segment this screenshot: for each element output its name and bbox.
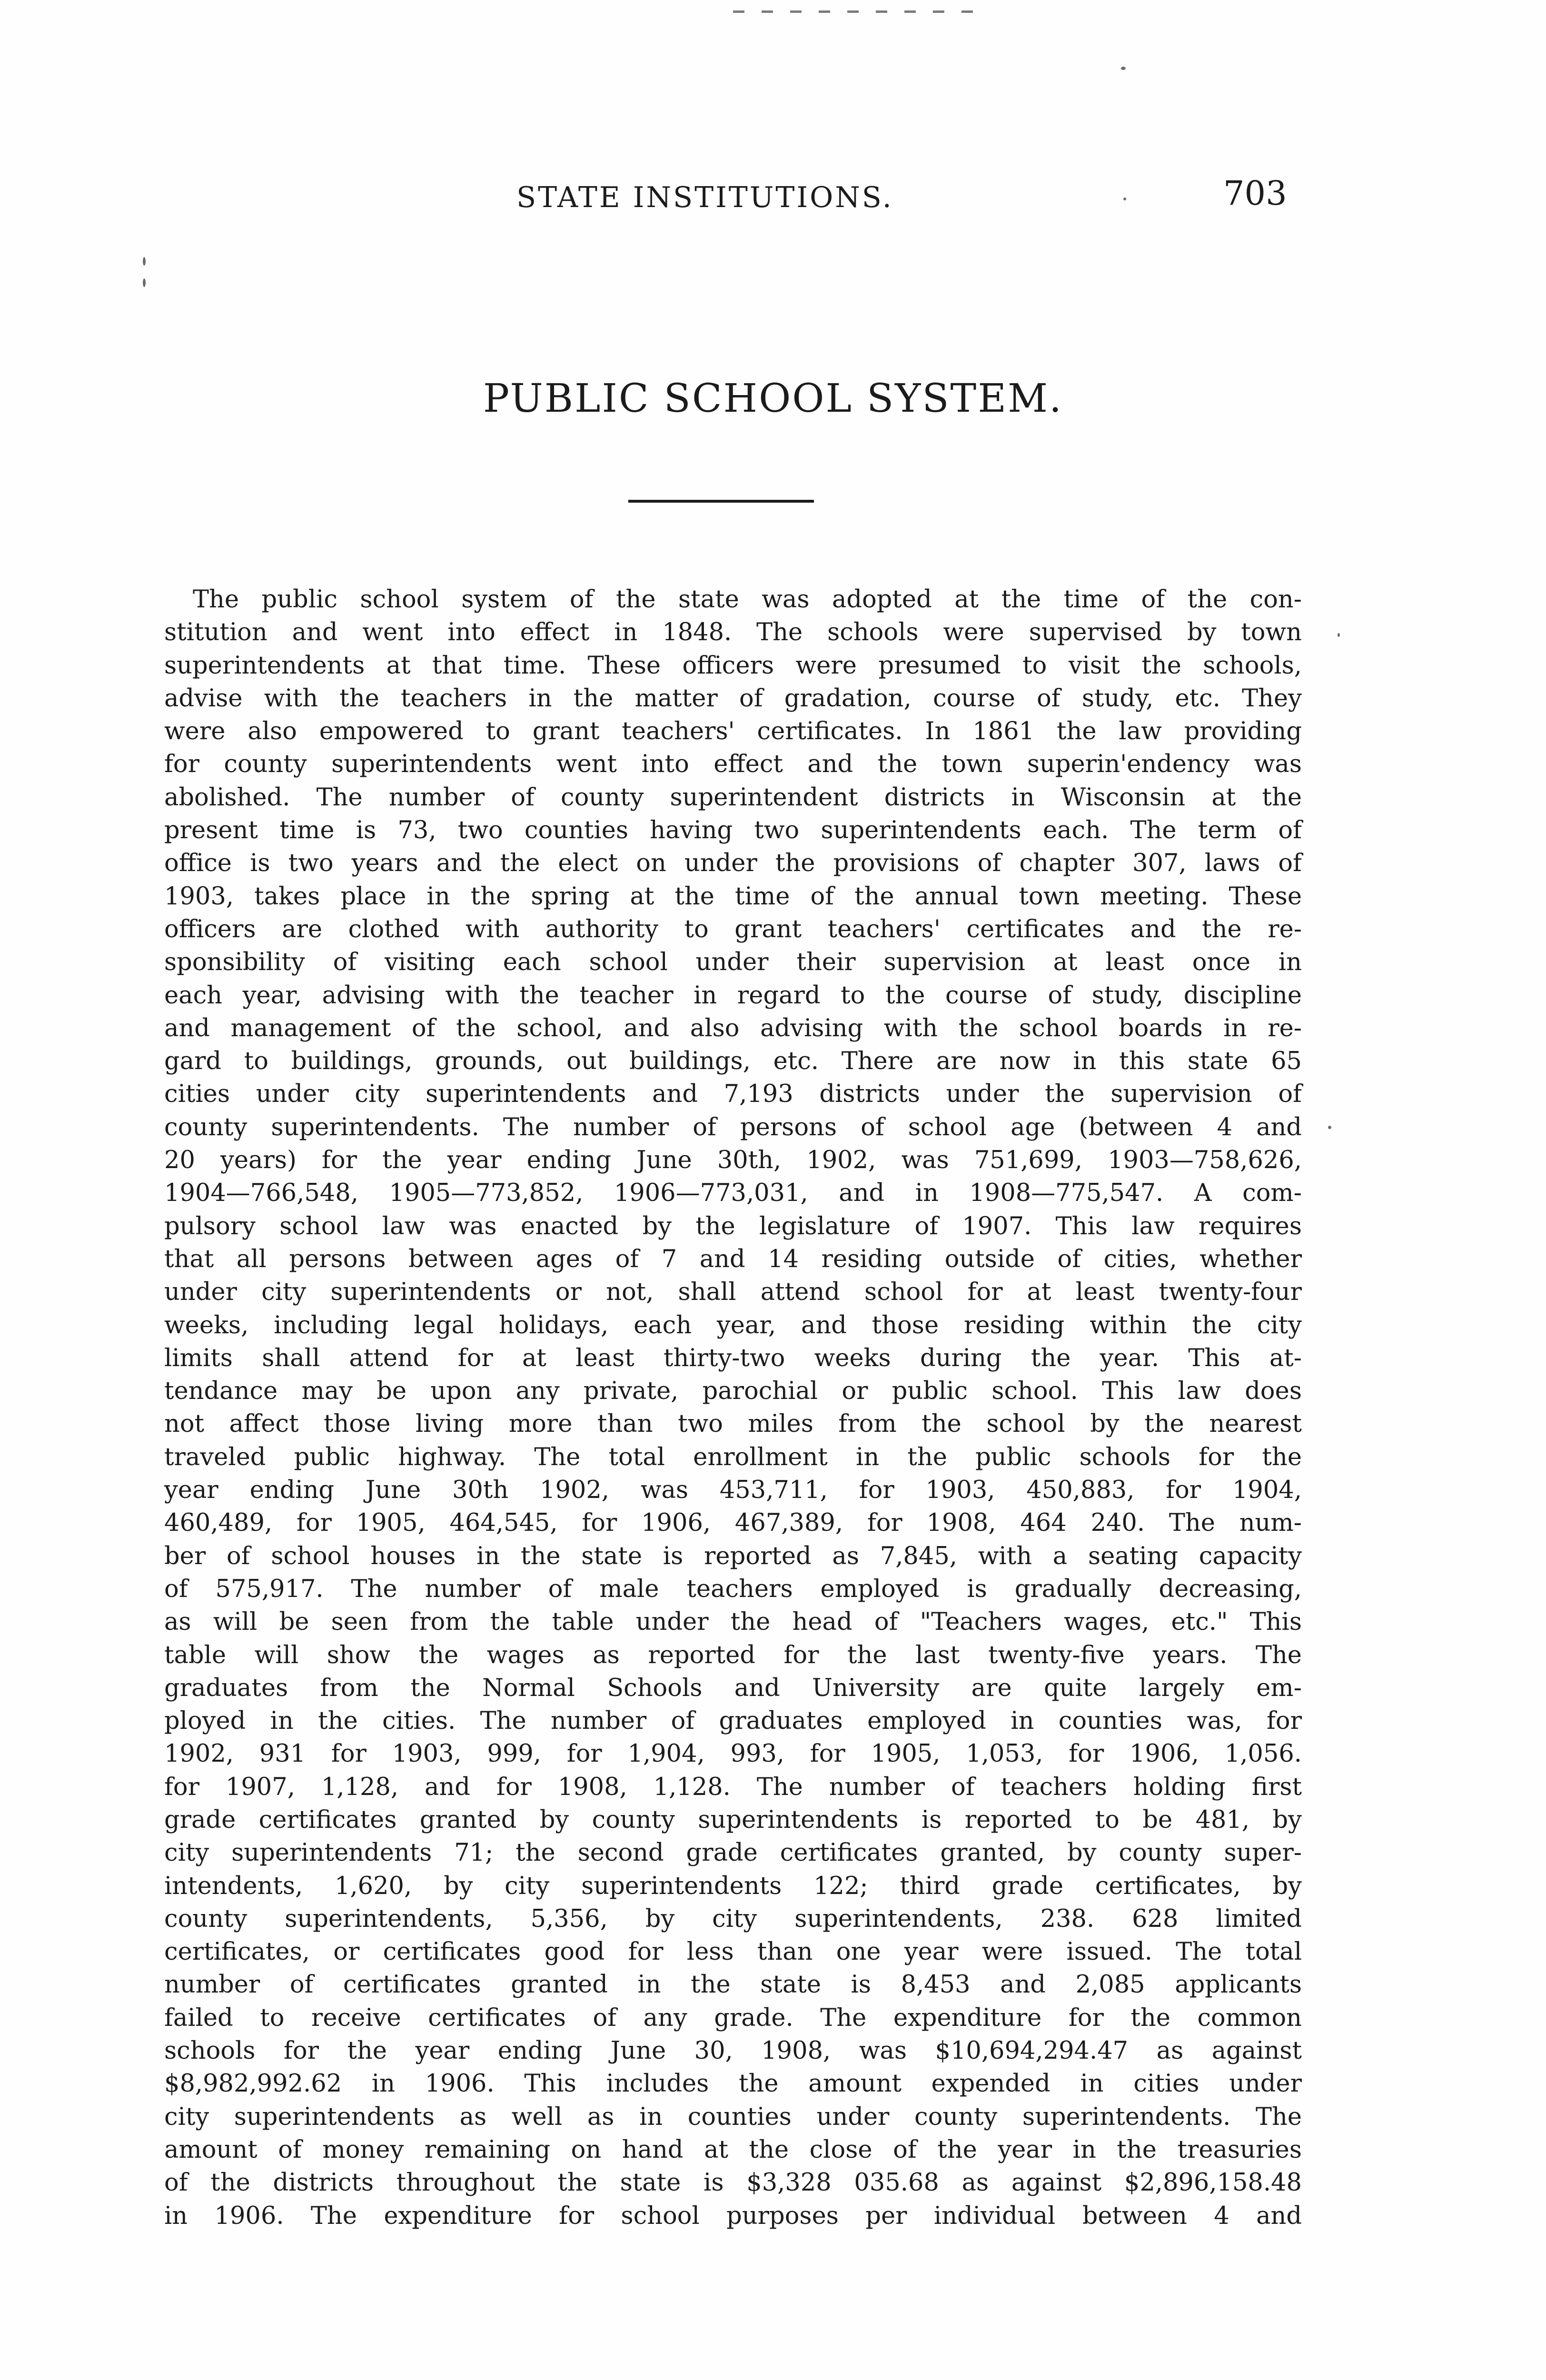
text-line: sponsibility of visiting each school under their supervision at least once in: [164, 948, 1302, 977]
text-line: intendents, 1,620, by city superintendents 122; third grade certificates, by: [164, 1872, 1302, 1900]
text-line: certificates, or certificates good for less than one year were issued. The total: [164, 1938, 1302, 1966]
text-line: each year, advising with the teacher in regard to the course of study, discipline: [164, 981, 1302, 1010]
text-line: city superintendents 71; the second grade certificates granted, by county super-: [164, 1839, 1302, 1867]
scan-speck: [1121, 67, 1126, 70]
text-line: graduates from the Normal Schools and University are quite largely em-: [164, 1674, 1302, 1702]
text-line: county superintendents, 5,356, by city superintendents, 238. 628 limited: [164, 1904, 1302, 1933]
text-line: advise with the teachers in the matter of gradation, course of study, etc. They: [164, 684, 1302, 713]
text-line: cities under city superintendents and 7,193 districts under the supervision of: [164, 1080, 1302, 1109]
text-line: stitution and went into effect in 1848. The schools were supervised by town: [164, 618, 1302, 647]
text-line: weeks, including legal holidays, each year, and those residing within the city: [164, 1311, 1302, 1339]
text-line: limits shall attend for at least thirty-two weeks during the year. This at-: [164, 1344, 1302, 1372]
scan-speck: [143, 278, 146, 287]
text-line: for county superintendents went into effect and the town superin'endency was: [164, 750, 1302, 779]
scan-speck: [143, 257, 146, 266]
scan-speck: [1123, 198, 1126, 200]
text-line: tendance may be upon any private, parochial or public school. This law does: [164, 1377, 1302, 1406]
text-line: were also empowered to grant teachers' certificates. In 1861 the law providing: [164, 717, 1302, 746]
text-line: officers are clothed with authority to grant teachers' certificates and the re-: [164, 915, 1302, 943]
text-line: traveled public highway. The total enrollment in the public schools for the: [164, 1443, 1302, 1471]
text-line: year ending June 30th 1902, was 453,711, for 1903, 450,883, for 1904,: [164, 1476, 1302, 1505]
text-line: 20 years) for the year ending June 30th, 1902, was 751,699, 1903—758,626,: [164, 1146, 1302, 1175]
text-line: ber of school houses in the state is reported as 7,845, with a seating capacity: [164, 1542, 1302, 1570]
running-header: STATE INSTITUTIONS.: [516, 181, 893, 214]
text-line: that all persons between ages of 7 and 14 residing outside of cities, whether: [164, 1245, 1302, 1273]
scan-speck: [1328, 1126, 1331, 1129]
text-line: as will be seen from the table under the head of "Teachers wages, etc." This: [164, 1608, 1302, 1636]
text-line: grade certificates granted by county superintendents is reported to be 481, by: [164, 1805, 1302, 1834]
text-line: of the districts throughout the state is $3,328 035.68 as against $2,896,158.48: [164, 2169, 1302, 2197]
text-line: present time is 73, two counties having two superintendents each. The term of: [164, 816, 1302, 845]
page-number: 703: [1223, 174, 1287, 213]
text-line: number of certificates granted in the state is 8,453 and 2,085 applicants: [164, 1971, 1302, 1999]
text-line: 460,489, for 1905, 464,545, for 1906, 467,389, for 1908, 464 240. The num-: [164, 1509, 1302, 1537]
text-line: ployed in the cities. The number of graduates employed in counties was, for: [164, 1707, 1302, 1735]
text-line: failed to receive certificates of any grade. The expenditure for the common: [164, 2003, 1302, 2032]
text-line: and management of the school, and also advising with the school boards in re-: [164, 1014, 1302, 1042]
text-line: $8,982,992.62 in 1906. This includes the amount expended in cities under: [164, 2070, 1302, 2098]
body-paragraph: [164, 583, 1302, 2232]
text-line: in 1906. The expenditure for school purposes per individual between 4 and: [164, 2202, 1302, 2230]
text-line: pulsory school law was enacted by the legislature of 1907. This law requires: [164, 1212, 1302, 1240]
text-line: schools for the year ending June 30, 1908, was $10,694,294.47 as against: [164, 2037, 1302, 2065]
text-line: The public school system of the state was adopted at the time of the con-: [193, 585, 1302, 614]
text-line: abolished. The number of county superintendent districts in Wisconsin at the: [164, 783, 1302, 812]
title-rule: [628, 500, 814, 503]
text-line: 1904—766,548, 1905—773,852, 1906—773,031, and in 1908—775,547. A com-: [164, 1179, 1302, 1208]
text-line: 1902, 931 for 1903, 999, for 1,904, 993, for 1905, 1,053, for 1906, 1,056.: [164, 1740, 1302, 1768]
text-line: 1903, takes place in the spring at the time of the annual town meeting. These: [164, 882, 1302, 911]
text-line: office is two years and the elect on under the provisions of chapter 307, laws of: [164, 849, 1302, 878]
text-line: city superintendents as well as in counties under county superintendents. The: [164, 2102, 1302, 2131]
text-line: under city superintendents or not, shall attend school for at least twenty-four: [164, 1278, 1302, 1307]
text-line: county superintendents. The number of persons of school age (between 4 and: [164, 1113, 1302, 1141]
text-line: amount of money remaining on hand at the close of the year in the treasuries: [164, 2135, 1302, 2164]
text-line: for 1907, 1,128, and for 1908, 1,128. The number of teachers holding first: [164, 1773, 1302, 1801]
scan-artifact-top: [733, 10, 990, 13]
text-line: table will show the wages as reported for the last twenty-five years. The: [164, 1641, 1302, 1669]
chapter-title: PUBLIC SCHOOL SYSTEM.: [483, 376, 1063, 421]
text-line: gard to buildings, grounds, out buildings, etc. There are now in this state 65: [164, 1047, 1302, 1076]
text-line: of 575,917. The number of male teachers employed is gradually decreasing,: [164, 1575, 1302, 1603]
text-line: superintendents at that time. These officers were presumed to visit the schools,: [164, 651, 1302, 680]
scan-speck: [1338, 633, 1340, 637]
text-line: not affect those living more than two miles from the school by the nearest: [164, 1410, 1302, 1438]
